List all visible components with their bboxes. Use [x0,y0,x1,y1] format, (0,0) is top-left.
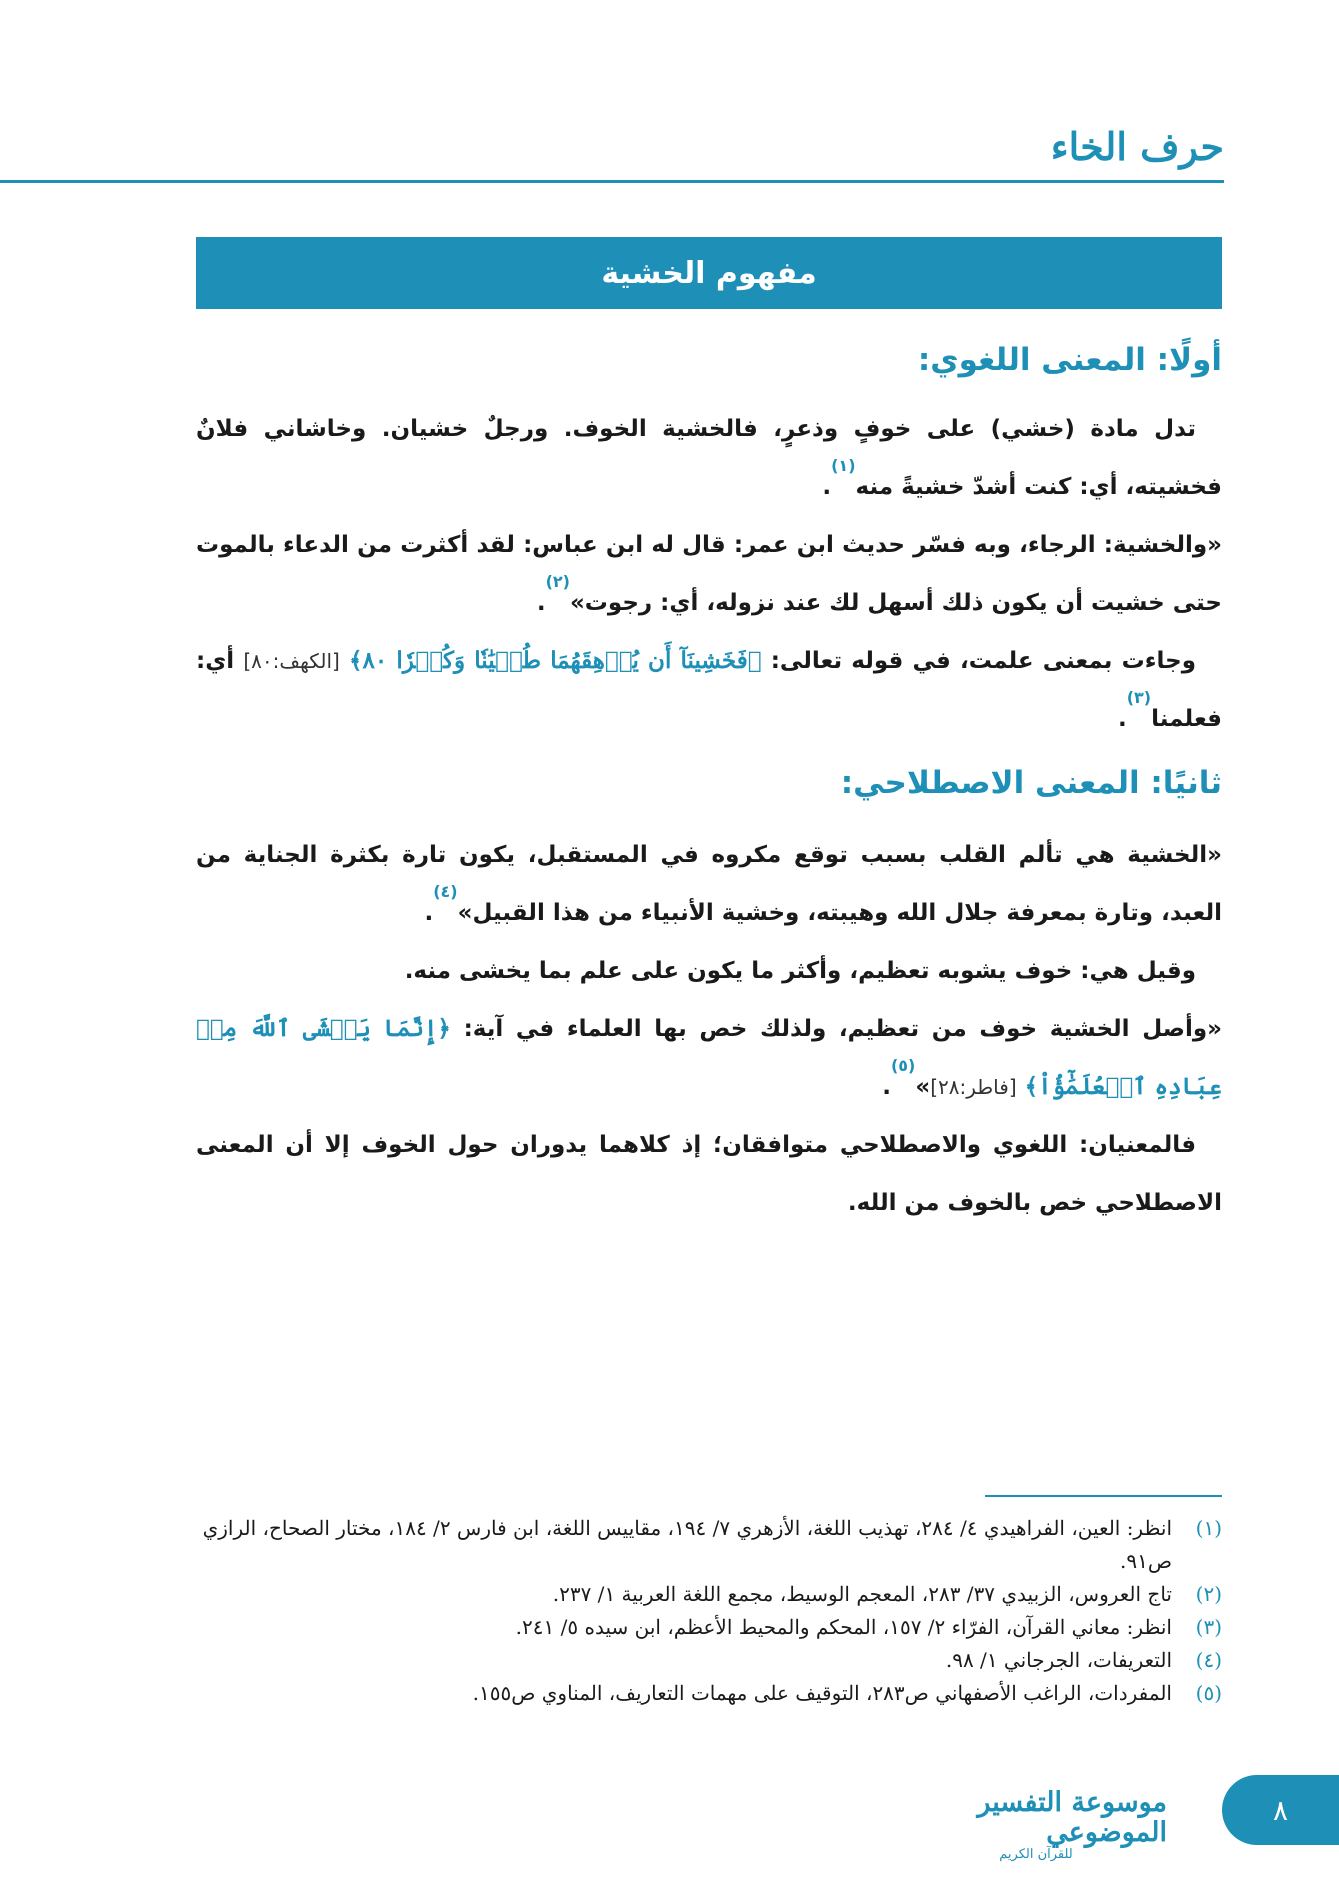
footnote-text: انظر: العين، الفراهيدي ٤/ ٢٨٤، تهذيب اللغة، الأزهري ٧/ ١٩٤، مقاييس اللغة، ابن فارس ٢/ ١٨٤، مختار الصحاح، الرازي ص٩١. [202,1516,1172,1573]
verse-reference: [الكهف:٨٠] [243,649,340,673]
paragraph: فالمعنيان: اللغوي والاصطلاحي متوافقان؛ إذ كلاهما يدوران حول الخوف إلا أن المعنى الاصطلاحي خص بالخوف من الله. [196,1132,1222,1216]
footnote-text: تاج العروس، الزبيدي ٣٧/ ٢٨٣، المعجم الوسيط، مجمع اللغة العربية ١/ ٢٣٧. [552,1582,1172,1606]
paragraph-text: أي: فعلمنا [196,648,1222,732]
paragraph-text: «والخشية: الرجاء، وبه فسّر حديث ابن عمر: قال له ابن عباس: لقد أكثرت من الدعاء بالموت حتى خشيت أن يكون ذلك أسهل لك عند نزوله، أي: رجوت» [196,532,1222,616]
chapter-title: حرف الخاء [1050,124,1224,169]
footnote-item [196,1611,1222,1644]
page-number: ٨ [1272,1793,1289,1827]
paragraph: وقيل هي: خوف يشوبه تعظيم، وأكثر ما يكون على علم بما يخشى منه. [404,958,1196,984]
paragraph: «وأصل الخشية خوف من تعظيم، ولذلك خص بها العلماء في آية: ﴿إِنَّمَا يَخۡشَى ٱللَّهَ مِنۡ عِبَادِهِ ٱلۡعُلَمَٰٓؤُاْ﴾ [فاطر:٢٨]»$^{(٥)}$. [196,1015,1223,1100]
paragraph-text: تدل مادة (خشي) على خوفٍ وذعرٍ، فالخشية الخوف. ورجلٌ خشيان. وخاشاني فلانٌ فخشيته، أي: كنت أشدّ خشيةً منه [196,416,1222,500]
footnote-text: المفردات، الراغب الأصفهاني ص٢٨٣، التوقيف على مهمات التعاريف، المناوي ص١٥٥. [472,1681,1172,1705]
footnote-text: انظر: معاني القرآن، الفرّاء ٢/ ١٥٧، المحكم والمحيط الأعظم، ابن سيده ٥/ ٢٤١. [515,1615,1172,1639]
paragraph-text: وجاءت بمعنى علمت، في قوله تعالى: [770,648,1196,674]
footnote-divider [985,1495,1222,1497]
page-number-tab [1222,1775,1339,1845]
linguistic-body [196,400,1222,748]
footnote-ref[interactable]: (٢) [545,572,570,591]
footnote-text: التعريفات، الجرجاني ١/ ٩٨. [945,1648,1172,1672]
footnote-item [196,1512,1222,1578]
page-title: مفهوم الخشية [601,255,817,291]
paragraph: «والخشية: الرجاء، وبه فسّر حديث ابن عمر: قال له ابن عباس: لقد أكثرت من الدعاء بالموت حتى خشيت أن يكون ذلك أسهل لك عند نزوله، أي: رجوت»$^{(٢)}$. [196,532,1222,616]
footnote-ref[interactable]: (١) [831,456,856,475]
terminological-body [196,826,1222,1232]
footnote-item [196,1677,1222,1710]
footnote-ref[interactable]: (٣) [1126,688,1152,707]
footnotes [196,1512,1222,1710]
section-title-banner [196,237,1222,309]
paragraph: «الخشية هي تألم القلب بسبب توقع مكروه في المستقبل، يكون تارة بكثرة الجناية من العبد، وتارة بمعرفة جلال الله وهيبته، وخشية الأنبياء من هذا القبيل»$^{(٤)}$. [196,842,1222,926]
quran-verse: ﴿إِنَّمَا يَخۡشَى ٱللَّهَ مِنۡ عِبَادِهِ ٱلۡعُلَمَٰٓؤُاْ﴾ [196,1015,1222,1100]
footnote-item [196,1644,1222,1677]
paragraph-text: «الخشية هي تألم القلب بسبب توقع مكروه في المستقبل، يكون تارة بكثرة الجناية من العبد، وتارة بمعرفة جلال الله وهيبته، وخشية الأنبياء من هذا القبيل» [196,842,1222,926]
heading-linguistic: أولًا: المعنى اللغوي: [917,342,1222,378]
quran-verse: ﴿فَخَشِينَآ أَن يُرۡهِقَهُمَا طُغۡيَٰنٗا وَكُفۡرٗا ٨٠﴾ [348,647,762,674]
footnote-number: (٣) [1195,1615,1222,1639]
footnote-number: (٢) [1195,1582,1222,1606]
quote-close: » [915,1074,931,1100]
footnote-number: (٥) [1195,1681,1222,1705]
footnote-number: (٤) [1195,1648,1222,1672]
paragraph-text: «وأصل الخشية خوف من تعظيم، ولذلك خص بها العلماء في آية: [463,1016,1223,1042]
header-rule [0,180,1224,183]
encyclopedia-logo [905,1787,1167,1862]
verse-reference: [فاطر:٢٨] [930,1075,1017,1099]
logo-main-text: موسوعة التفسير الموضوعي [977,1787,1167,1848]
footnote-item [196,1578,1222,1611]
logo-sub-text: للقرآن الكريم [999,1846,1073,1862]
paragraph: وجاءت بمعنى علمت، في قوله تعالى: ﴿فَخَشِينَآ أَن يُرۡهِقَهُمَا طُغۡيَٰنٗا وَكُفۡرٗا ٨٠﴾ [الكهف:٨٠] أي: فعلمنا$^{(٣)}$. [196,647,1222,732]
footnote-ref[interactable]: (٤) [433,882,458,901]
footnote-ref[interactable]: (٥) [890,1056,916,1075]
heading-terminological: ثانيًا: المعنى الاصطلاحي: [840,765,1222,801]
footnote-number: (١) [1195,1516,1222,1540]
paragraph: تدل مادة (خشي) على خوفٍ وذعرٍ، فالخشية الخوف. ورجلٌ خشيان. وخاشاني فلانٌ فخشيته، أي: كنت أشدّ خشيةً منه$^{(١)}$. [196,416,1222,500]
